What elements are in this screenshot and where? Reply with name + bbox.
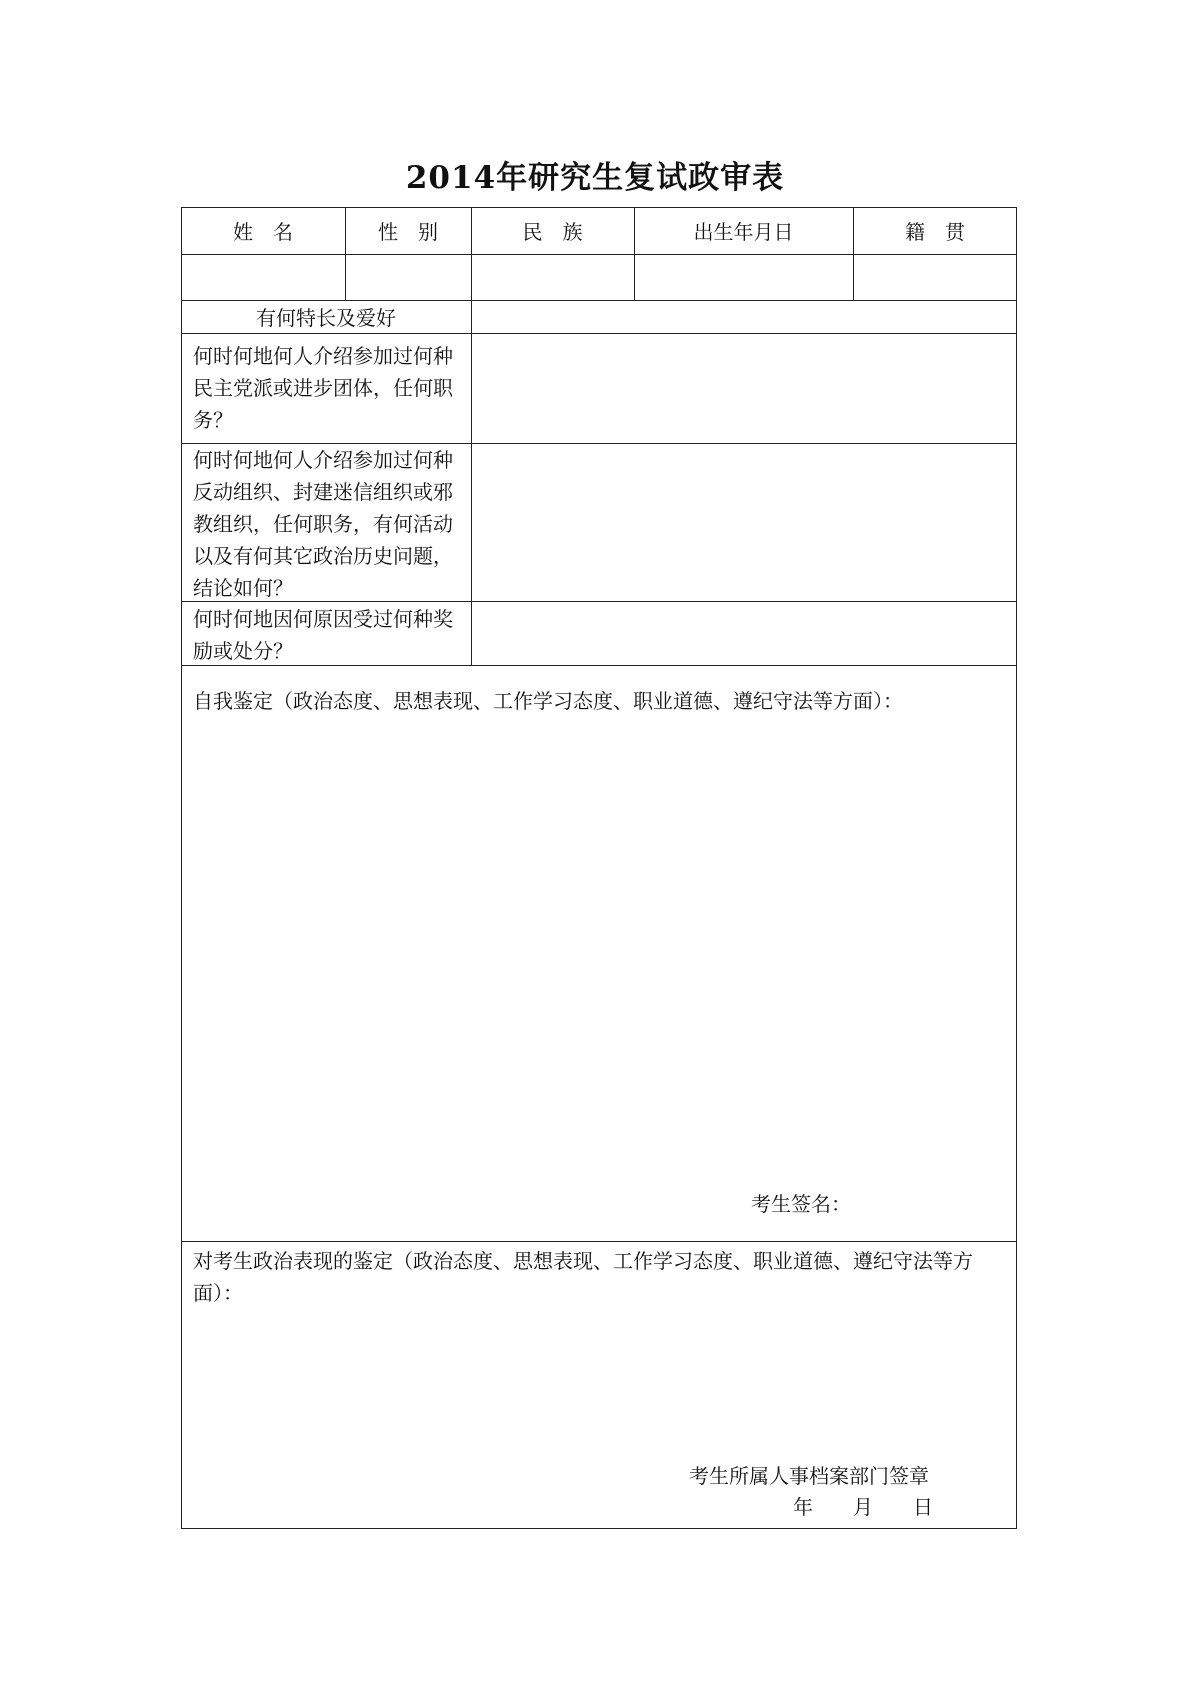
native-place-field[interactable]	[854, 256, 1016, 299]
archive-stamp-label: 考生所属人事档案部门签章	[689, 1464, 929, 1488]
hobbies-field[interactable]	[472, 302, 1016, 332]
header-native-place: 籍 贯	[905, 220, 965, 244]
name-field[interactable]	[182, 256, 344, 299]
header-gender: 性 别	[378, 220, 438, 244]
rewards-penalties-field[interactable]	[472, 603, 1016, 664]
form-title: 2014年研究生复试政审表	[405, 160, 785, 196]
row-divider-header	[181, 254, 1017, 255]
gender-field[interactable]	[346, 256, 470, 299]
self-assessment-label: 自我鉴定（政治态度、思想表现、工作学习态度、职业道德、遵纪守法等方面）：	[193, 689, 903, 713]
ethnicity-field[interactable]	[472, 256, 633, 299]
birth-date-field[interactable]	[635, 256, 852, 299]
header-ethnicity: 民 族	[522, 220, 583, 244]
party-membership-field[interactable]	[472, 335, 1016, 442]
stamp-date-label: 年 月 日	[793, 1495, 933, 1519]
row-divider-self	[181, 1241, 1017, 1242]
candidate-signature-label: 考生签名：	[751, 1192, 851, 1216]
header-birth-date: 出生年月日	[693, 220, 794, 244]
rewards-penalties-label: 何时何地因何原因受过何种奖励或处分？	[193, 607, 453, 663]
header-name: 姓 名	[233, 220, 293, 244]
party-membership-label: 何时何地何人介绍参加过何种民主党派或进步团体，任何职务？	[193, 344, 453, 432]
hobbies-label: 有何特长及爱好	[256, 306, 396, 330]
unit-assessment-field[interactable]	[190, 1320, 1010, 1450]
self-assessment-field[interactable]	[190, 720, 1010, 1180]
unit-assessment-label: 对考生政治表现的鉴定（政治态度、思想表现、工作学习态度、职业道德、遵纪守法等方面）：	[193, 1249, 973, 1305]
row-divider-info	[181, 300, 1017, 301]
reactionary-org-label: 何时何地何人介绍参加过何种反动组织、封建迷信组织或邪教组织，任何职务，有何活动以及有何其它政治历史问题，结论如何？	[193, 448, 453, 600]
reactionary-org-field[interactable]	[472, 445, 1016, 600]
